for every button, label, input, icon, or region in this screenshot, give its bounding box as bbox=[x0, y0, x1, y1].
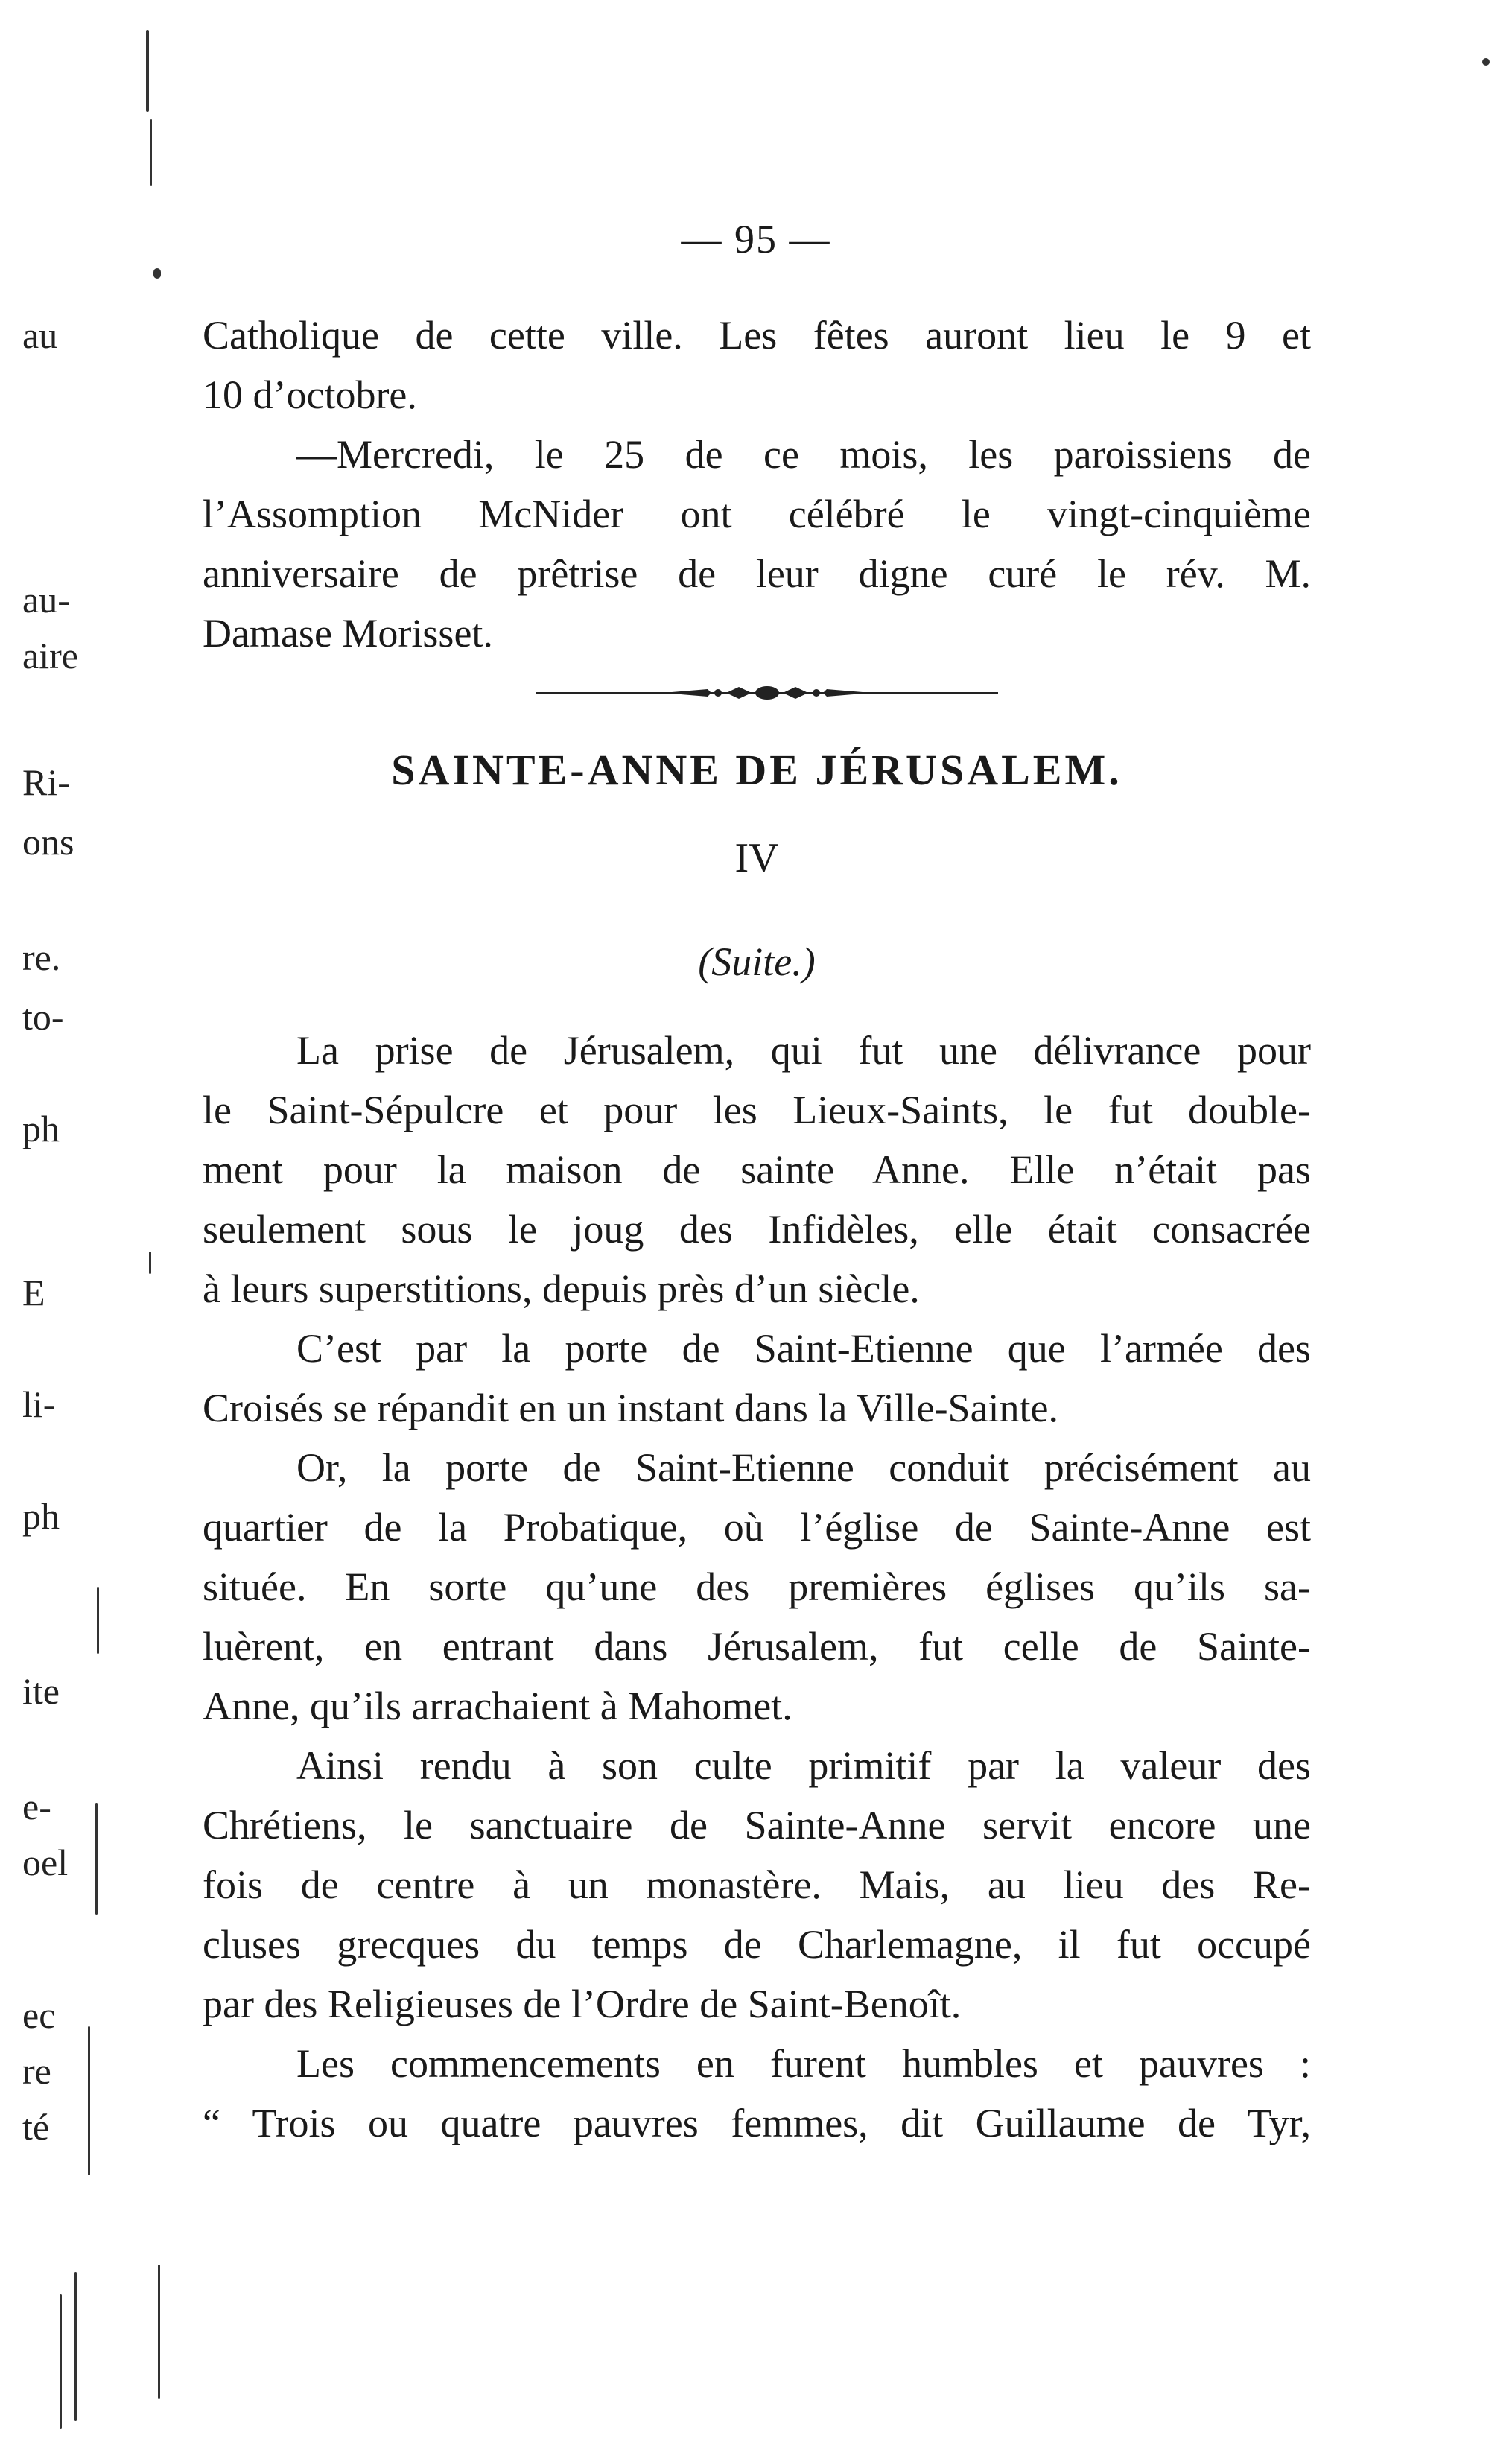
margin-fragment: ec bbox=[22, 1994, 56, 2036]
text-line: “ Trois ou quatre pauvres femmes, dit Guillaume de Tyr, bbox=[203, 2101, 1311, 2145]
text-line: l’Assomption McNider ont célébré le vingt-cinquième bbox=[203, 492, 1311, 536]
text-line: seulement sous le joug des Infidèles, elle était consacrée bbox=[203, 1207, 1311, 1252]
text-line: 10 d’octobre. bbox=[203, 372, 417, 417]
margin-fragment: aire bbox=[22, 635, 78, 676]
margin-fragment: re bbox=[22, 2050, 51, 2092]
margin-fragment: ph bbox=[22, 1495, 60, 1537]
previous-article bbox=[203, 305, 1311, 663]
text-line: Or, la porte de Saint-Etienne conduit précisément au bbox=[296, 1445, 1311, 1490]
margin-fragment: ons bbox=[22, 821, 74, 863]
text-line: Les commencements en furent humbles et pauvres : bbox=[296, 2041, 1311, 2086]
gutter-mark bbox=[74, 2272, 77, 2421]
margin-fragment: oel bbox=[22, 1842, 69, 1883]
text-line: cluses grecques du temps de Charlemagne, il fut occupé bbox=[203, 1922, 1311, 1967]
chapter-numeral: IV bbox=[734, 835, 779, 881]
text-line: La prise de Jérusalem, qui fut une délivrance pour bbox=[296, 1028, 1311, 1073]
margin-fragment: e- bbox=[22, 1786, 51, 1827]
text-line: fois de centre à un monastère. Mais, au lieu des Re- bbox=[203, 1862, 1311, 1907]
ornamental-rule bbox=[536, 684, 998, 702]
text-line: Chrétiens, le sanctuaire de Sainte-Anne servit encore une bbox=[203, 1803, 1311, 1848]
margin-fragment: au- bbox=[22, 579, 70, 621]
page-number: — 95 — bbox=[681, 217, 831, 261]
gutter-mark bbox=[97, 1587, 99, 1654]
text-line: —Mercredi, le 25 de ce mois, les paroissiens de bbox=[296, 432, 1311, 477]
gutter-mark bbox=[88, 2026, 90, 2175]
text-line: à leurs superstitions, depuis près d’un siècle. bbox=[203, 1266, 920, 1311]
article-body bbox=[203, 1021, 1311, 2153]
margin-fragment: to- bbox=[22, 996, 64, 1038]
gutter-mark bbox=[149, 1252, 151, 1274]
text-line: par des Religieuses de l’Ordre de Saint-Benoît. bbox=[203, 1982, 962, 2026]
text-line: Anne, qu’ils arrachaient à Mahomet. bbox=[203, 1684, 792, 1728]
margin-fragment: Ri- bbox=[22, 761, 70, 803]
text-line: anniversaire de prêtrise de leur digne curé le rév. M. bbox=[203, 551, 1311, 596]
gutter-mark bbox=[146, 30, 149, 112]
continued-note-text: (Suite.) bbox=[698, 939, 816, 984]
text-line: Damase Morisset. bbox=[203, 611, 493, 656]
margin-fragment: li- bbox=[22, 1383, 56, 1425]
margin-fragment: ite bbox=[22, 1670, 60, 1712]
text-line: C’est par la porte de Saint-Etienne que l’armée des bbox=[296, 1326, 1311, 1371]
text-line: Ainsi rendu à son culte primitif par la valeur des bbox=[296, 1743, 1311, 1788]
gutter-mark bbox=[153, 268, 161, 279]
gutter-mark bbox=[60, 2294, 62, 2429]
margin-fragment: té bbox=[22, 2106, 50, 2148]
margin-fragment: au bbox=[22, 314, 58, 356]
text-line: située. En sorte qu’une des premières églises qu’ils sa- bbox=[203, 1564, 1311, 1609]
text-line: ment pour la maison de sainte Anne. Elle n’était pas bbox=[203, 1147, 1311, 1192]
text-line: quartier de la Probatique, où l’église de Sainte-Anne est bbox=[203, 1505, 1311, 1550]
margin-fragment: re. bbox=[22, 936, 61, 978]
text-line: Croisés se répandit en un instant dans la Ville-Sainte. bbox=[203, 1386, 1059, 1430]
gutter-mark bbox=[95, 1803, 98, 1915]
continued-note bbox=[203, 939, 1311, 985]
gutter-mark bbox=[158, 2265, 160, 2399]
text-line: le Saint-Sépulcre et pour les Lieux-Saints, le fut double- bbox=[203, 1088, 1311, 1132]
gutter-mark bbox=[150, 119, 152, 186]
margin-fragment: ph bbox=[22, 1108, 60, 1149]
text-line: luèrent, en entrant dans Jérusalem, fut celle de Sainte- bbox=[203, 1624, 1311, 1669]
article-title: SAINTE-ANNE DE JÉRUSALEM. bbox=[391, 746, 1122, 794]
margin-fragment: E bbox=[22, 1272, 45, 1313]
gutter-mark bbox=[1482, 58, 1490, 66]
text-line: Catholique de cette ville. Les fêtes auront lieu le 9 et bbox=[203, 313, 1311, 358]
